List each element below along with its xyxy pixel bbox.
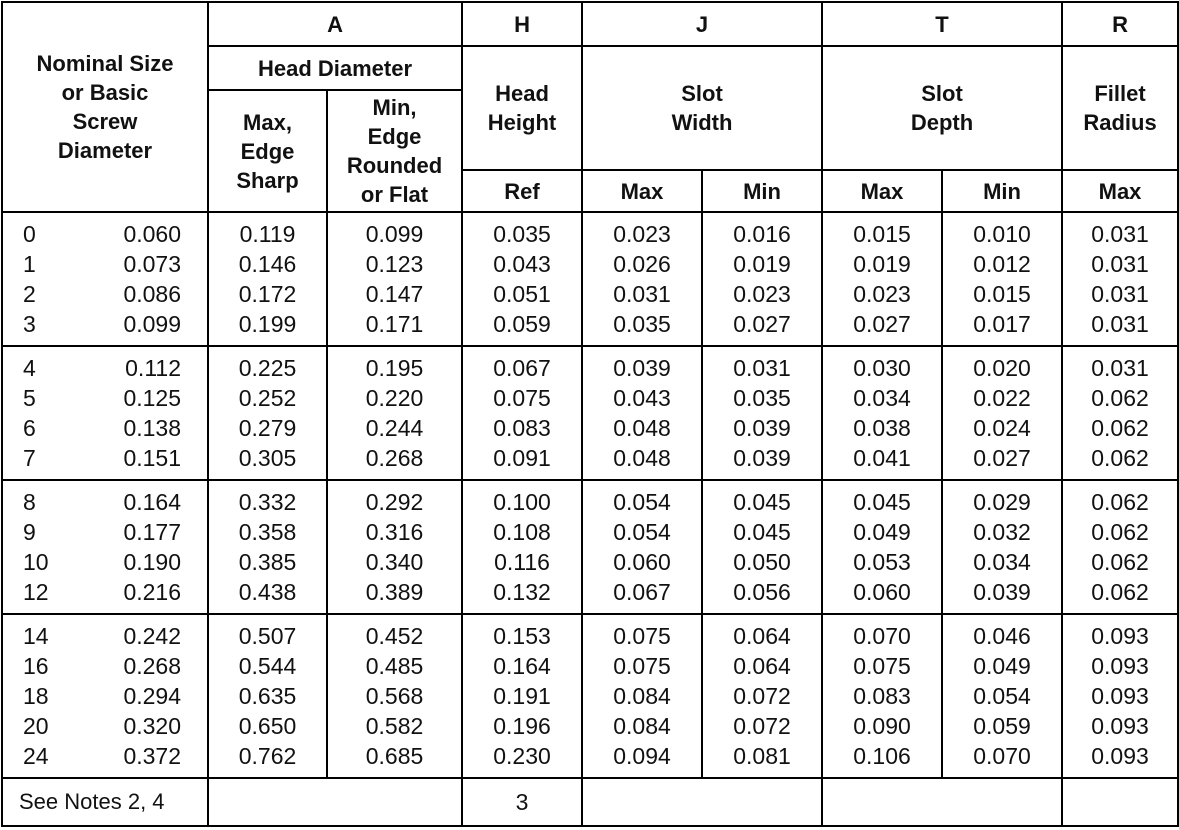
nominal-size-value: 12	[23, 579, 49, 605]
nominal-line-1: Nominal Size	[36, 51, 174, 76]
a-min-cell	[327, 614, 462, 778]
h-ref-value: 0.051	[493, 281, 551, 307]
a-min-value: 0.147	[365, 281, 424, 307]
j-max-value: 0.043	[613, 385, 671, 411]
r-max-value: 0.062	[1091, 415, 1149, 441]
t-min-value: 0.032	[973, 519, 1031, 545]
h-ref-value: 0.116	[494, 549, 550, 575]
size-line	[3, 487, 207, 517]
t-max-cell	[822, 614, 942, 778]
t-max-header: Max	[822, 170, 942, 212]
nominal-size-value: 8	[23, 489, 36, 515]
a-max-cell	[208, 212, 327, 346]
t-min-value: 0.054	[973, 683, 1031, 709]
a-max-value: 0.199	[238, 311, 297, 337]
fillet-radius-line-1: Fillet	[1094, 81, 1146, 106]
slot-depth-header	[822, 46, 1062, 170]
footer-h-note: 3	[462, 778, 582, 826]
h-ref-header: Ref	[462, 170, 582, 212]
nominal-line-4: Diameter	[57, 138, 153, 163]
a-max-value: 0.385	[238, 549, 297, 575]
slot-width-line-2: Width	[671, 110, 733, 135]
h-ref-value: 0.191	[493, 683, 551, 709]
j-max-value: 0.094	[613, 743, 671, 769]
r-max-value: 0.093	[1091, 623, 1149, 649]
screw-dimensions-table	[1, 1, 1179, 827]
h-ref-value: 0.230	[493, 743, 551, 769]
a-max-value: 0.358	[238, 519, 297, 545]
basic-diameter-value: 0.138	[123, 415, 181, 441]
basic-diameter-value: 0.177	[123, 519, 181, 545]
j-max-value: 0.039	[613, 355, 671, 381]
size-cell	[2, 480, 208, 614]
j-min-value: 0.039	[733, 415, 791, 441]
t-min-cell	[942, 346, 1062, 480]
j-min-value: 0.064	[733, 653, 791, 679]
j-max-value: 0.084	[613, 713, 671, 739]
a-min-value: 0.292	[365, 489, 424, 515]
a-max-value: 0.332	[238, 489, 297, 515]
t-max-value: 0.041	[853, 445, 911, 471]
r-max-header: Max	[1062, 170, 1178, 212]
footer-row	[2, 778, 1178, 826]
r-max-value: 0.062	[1091, 519, 1149, 545]
a-max-value: 0.305	[238, 445, 297, 471]
size-line	[3, 621, 207, 651]
a-min-value: 0.171	[365, 311, 424, 337]
fillet-radius-line-2: Radius	[1083, 110, 1157, 135]
t-max-value: 0.030	[853, 355, 911, 381]
a-max-value: 0.650	[238, 713, 297, 739]
j-min-header: Min	[702, 170, 822, 212]
j-max-value: 0.075	[613, 623, 671, 649]
a-max-value: 0.544	[238, 653, 297, 679]
r-max-cell	[1062, 614, 1178, 778]
a-min-value: 0.099	[365, 221, 424, 247]
j-min-value: 0.050	[733, 549, 791, 575]
r-max-value: 0.062	[1091, 385, 1149, 411]
h-ref-cell	[462, 614, 582, 778]
h-ref-value: 0.075	[493, 385, 551, 411]
head-height-header	[462, 46, 582, 170]
j-min-value: 0.023	[733, 281, 791, 307]
j-min-cell	[702, 212, 822, 346]
basic-diameter-value: 0.125	[123, 385, 181, 411]
size-line	[3, 249, 207, 279]
r-max-value: 0.062	[1091, 579, 1149, 605]
a-min-cell	[327, 212, 462, 346]
j-max-value: 0.048	[613, 415, 671, 441]
r-max-cell	[1062, 480, 1178, 614]
nominal-size-value: 3	[23, 311, 36, 337]
a-min-value: 0.568	[365, 683, 424, 709]
slot-depth-line-1: Slot	[921, 81, 963, 106]
nominal-size-value: 5	[23, 385, 36, 411]
r-max-cell	[1062, 212, 1178, 346]
h-ref-value: 0.153	[493, 623, 551, 649]
t-max-value: 0.083	[853, 683, 911, 709]
j-min-value: 0.064	[733, 623, 791, 649]
nominal-size-value: 2	[23, 281, 36, 307]
size-line	[3, 219, 207, 249]
size-line	[3, 741, 207, 771]
t-max-value: 0.090	[853, 713, 911, 739]
basic-diameter-value: 0.372	[123, 743, 181, 769]
r-max-value: 0.062	[1091, 445, 1149, 471]
max-edge-line-1: Max,	[243, 109, 292, 135]
nominal-size-value: 24	[23, 743, 49, 769]
footer-r-cell	[1062, 778, 1178, 826]
h-ref-value: 0.196	[493, 713, 551, 739]
size-line	[3, 711, 207, 741]
a-max-value: 0.507	[238, 623, 297, 649]
j-min-value: 0.031	[733, 355, 791, 381]
t-max-value: 0.038	[853, 415, 911, 441]
nominal-line-3: Screw	[72, 109, 138, 134]
nominal-line-2: or Basic	[61, 80, 149, 105]
t-min-value: 0.027	[973, 445, 1031, 471]
j-max-value: 0.048	[613, 445, 671, 471]
size-line	[3, 443, 207, 473]
t-min-value: 0.046	[973, 623, 1031, 649]
max-edge-sharp-header	[208, 90, 327, 212]
t-min-value: 0.059	[973, 713, 1031, 739]
a-max-value: 0.279	[238, 415, 297, 441]
basic-diameter-value: 0.073	[123, 251, 181, 277]
letter-t: T	[822, 2, 1062, 46]
t-min-cell	[942, 212, 1062, 346]
a-max-value: 0.146	[238, 251, 297, 277]
a-min-value: 0.340	[365, 549, 424, 575]
nominal-size-value: 16	[23, 653, 49, 679]
r-max-value: 0.062	[1091, 549, 1149, 575]
fillet-radius-header	[1062, 46, 1178, 170]
t-max-value: 0.034	[853, 385, 911, 411]
a-min-value: 0.685	[365, 743, 424, 769]
t-min-value: 0.024	[973, 415, 1031, 441]
t-min-value: 0.015	[973, 281, 1031, 307]
j-max-value: 0.067	[613, 579, 671, 605]
t-min-value: 0.070	[973, 743, 1031, 769]
min-edge-line-2: Edge	[367, 124, 422, 149]
r-max-value: 0.093	[1091, 683, 1149, 709]
size-line	[3, 547, 207, 577]
t-max-value: 0.053	[853, 549, 911, 575]
size-line	[3, 353, 207, 383]
see-notes-cell: See Notes 2, 4	[2, 778, 208, 826]
r-max-value: 0.093	[1091, 743, 1149, 769]
r-max-value: 0.093	[1091, 653, 1149, 679]
basic-diameter-value: 0.060	[123, 221, 181, 247]
t-min-value: 0.022	[973, 385, 1031, 411]
t-max-value: 0.070	[853, 623, 911, 649]
a-min-cell	[327, 346, 462, 480]
j-min-value: 0.016	[733, 221, 791, 247]
h-ref-cell	[462, 212, 582, 346]
basic-diameter-value: 0.190	[123, 549, 181, 575]
a-min-value: 0.316	[365, 519, 424, 545]
footer-t-cell	[822, 778, 1062, 826]
j-min-value: 0.072	[733, 683, 791, 709]
a-max-cell	[208, 480, 327, 614]
basic-diameter-value: 0.294	[123, 683, 181, 709]
nominal-size-value: 9	[23, 519, 36, 545]
basic-diameter-value: 0.151	[123, 445, 181, 471]
j-min-value: 0.035	[733, 385, 791, 411]
r-max-cell	[1062, 346, 1178, 480]
max-edge-line-2: Edge	[240, 138, 295, 164]
j-min-cell	[702, 614, 822, 778]
letter-h: H	[462, 2, 582, 46]
a-max-value: 0.252	[238, 385, 297, 411]
t-min-value: 0.020	[973, 355, 1031, 381]
a-min-cell	[327, 480, 462, 614]
j-min-value: 0.019	[733, 251, 791, 277]
size-line	[3, 651, 207, 681]
letter-j: J	[582, 2, 822, 46]
size-cell	[2, 212, 208, 346]
j-max-value: 0.054	[613, 489, 671, 515]
h-ref-value: 0.035	[493, 221, 551, 247]
t-min-value: 0.012	[973, 251, 1031, 277]
t-min-value: 0.029	[973, 489, 1031, 515]
a-min-value: 0.582	[365, 713, 424, 739]
t-max-cell	[822, 346, 942, 480]
min-edge-line-1: Min,	[372, 95, 417, 120]
nominal-size-value: 20	[23, 713, 49, 739]
r-max-value: 0.031	[1091, 311, 1149, 337]
letter-a: A	[208, 2, 462, 46]
min-edge-rounded-header	[327, 90, 462, 212]
j-max-value: 0.054	[613, 519, 671, 545]
r-max-value: 0.031	[1091, 221, 1149, 247]
h-ref-value: 0.100	[493, 489, 551, 515]
r-max-value: 0.062	[1091, 489, 1149, 515]
slot-depth-line-2: Depth	[910, 110, 974, 135]
t-max-value: 0.106	[853, 743, 911, 769]
size-cell	[2, 614, 208, 778]
min-edge-line-3: Rounded	[346, 153, 443, 178]
t-min-value: 0.039	[973, 579, 1031, 605]
size-line	[3, 383, 207, 413]
basic-diameter-value: 0.242	[123, 623, 181, 649]
slot-width-line-1: Slot	[681, 81, 723, 106]
nominal-size-value: 7	[23, 445, 36, 471]
basic-diameter-value: 0.086	[123, 281, 181, 307]
h-ref-value: 0.108	[493, 519, 551, 545]
nominal-size-value: 6	[23, 415, 36, 441]
a-min-value: 0.268	[365, 445, 424, 471]
t-min-value: 0.049	[973, 653, 1031, 679]
t-max-cell	[822, 212, 942, 346]
a-max-value: 0.762	[238, 743, 297, 769]
a-min-value: 0.123	[365, 251, 424, 277]
head-diameter-header: Head Diameter	[208, 46, 462, 90]
a-max-cell	[208, 346, 327, 480]
h-ref-value: 0.059	[493, 311, 551, 337]
t-max-value: 0.023	[853, 281, 911, 307]
size-line	[3, 309, 207, 339]
a-max-value: 0.438	[238, 579, 297, 605]
a-max-cell	[208, 614, 327, 778]
a-min-value: 0.195	[365, 355, 424, 381]
j-min-value: 0.039	[733, 445, 791, 471]
max-edge-line-3: Sharp	[236, 167, 299, 193]
a-min-value: 0.244	[365, 415, 424, 441]
t-min-header: Min	[942, 170, 1062, 212]
nominal-size-value: 4	[23, 355, 36, 381]
basic-diameter-value: 0.099	[123, 311, 181, 337]
slot-width-header	[582, 46, 822, 170]
nominal-size-header	[2, 2, 208, 212]
j-min-value: 0.056	[733, 579, 791, 605]
j-max-value: 0.035	[613, 311, 671, 337]
a-min-value: 0.485	[365, 653, 424, 679]
t-min-value: 0.034	[973, 549, 1031, 575]
t-max-value: 0.027	[853, 311, 911, 337]
j-max-value: 0.084	[613, 683, 671, 709]
j-max-value: 0.023	[613, 221, 671, 247]
size-line	[3, 681, 207, 711]
j-min-cell	[702, 480, 822, 614]
t-max-value: 0.019	[853, 251, 911, 277]
size-line	[3, 577, 207, 607]
j-min-value: 0.045	[733, 519, 791, 545]
j-max-cell	[582, 346, 702, 480]
j-max-value: 0.026	[613, 251, 671, 277]
r-max-value: 0.031	[1091, 251, 1149, 277]
a-max-value: 0.119	[239, 221, 296, 247]
h-ref-cell	[462, 346, 582, 480]
basic-diameter-value: 0.216	[123, 579, 181, 605]
j-max-value: 0.075	[613, 653, 671, 679]
a-min-value: 0.389	[365, 579, 424, 605]
nominal-size-value: 1	[23, 251, 36, 277]
r-max-value: 0.093	[1091, 713, 1149, 739]
basic-diameter-value: 0.164	[123, 489, 181, 515]
j-max-value: 0.031	[613, 281, 671, 307]
h-ref-value: 0.132	[493, 579, 551, 605]
min-edge-line-4: or Flat	[360, 182, 429, 207]
size-line	[3, 413, 207, 443]
a-min-value: 0.452	[365, 623, 424, 649]
r-max-value: 0.031	[1091, 355, 1149, 381]
h-ref-cell	[462, 480, 582, 614]
t-max-value: 0.045	[853, 489, 911, 515]
t-max-value: 0.075	[853, 653, 911, 679]
a-max-value: 0.225	[238, 355, 297, 381]
size-line	[3, 517, 207, 547]
h-ref-value: 0.043	[493, 251, 551, 277]
t-min-value: 0.017	[973, 311, 1031, 337]
data-group-row	[2, 212, 1178, 346]
j-max-value: 0.060	[613, 549, 671, 575]
j-min-value: 0.072	[733, 713, 791, 739]
letter-r: R	[1062, 2, 1178, 46]
j-max-cell	[582, 480, 702, 614]
footer-j-cell	[582, 778, 822, 826]
h-ref-value: 0.083	[493, 415, 551, 441]
a-max-value: 0.172	[238, 281, 297, 307]
j-min-value: 0.027	[733, 311, 791, 337]
head-height-line-1: Head	[495, 81, 549, 106]
size-line	[3, 279, 207, 309]
t-min-cell	[942, 614, 1062, 778]
h-ref-value: 0.067	[493, 355, 551, 381]
footer-a-cell	[208, 778, 462, 826]
a-max-value: 0.635	[238, 683, 297, 709]
nominal-size-value: 14	[23, 623, 49, 649]
t-max-value: 0.060	[853, 579, 911, 605]
j-min-value: 0.081	[733, 743, 791, 769]
nominal-size-value: 10	[23, 549, 49, 575]
t-max-value: 0.015	[853, 221, 911, 247]
a-min-value: 0.220	[365, 385, 424, 411]
t-min-value: 0.010	[973, 221, 1031, 247]
j-min-cell	[702, 346, 822, 480]
nominal-size-value: 0	[23, 221, 36, 247]
t-max-value: 0.049	[853, 519, 911, 545]
data-group-row	[2, 614, 1178, 778]
t-min-cell	[942, 480, 1062, 614]
t-max-cell	[822, 480, 942, 614]
data-group-row	[2, 346, 1178, 480]
j-max-cell	[582, 212, 702, 346]
j-min-value: 0.045	[733, 489, 791, 515]
data-group-row	[2, 480, 1178, 614]
basic-diameter-value: 0.112	[125, 355, 181, 381]
size-cell	[2, 346, 208, 480]
basic-diameter-value: 0.320	[123, 713, 181, 739]
h-ref-value: 0.164	[493, 653, 551, 679]
j-max-cell	[582, 614, 702, 778]
h-ref-value: 0.091	[493, 445, 551, 471]
nominal-size-value: 18	[23, 683, 49, 709]
j-max-header: Max	[582, 170, 702, 212]
header-row-letters	[2, 2, 1178, 46]
head-height-line-2: Height	[487, 110, 557, 135]
basic-diameter-value: 0.268	[123, 653, 181, 679]
r-max-value: 0.031	[1091, 281, 1149, 307]
